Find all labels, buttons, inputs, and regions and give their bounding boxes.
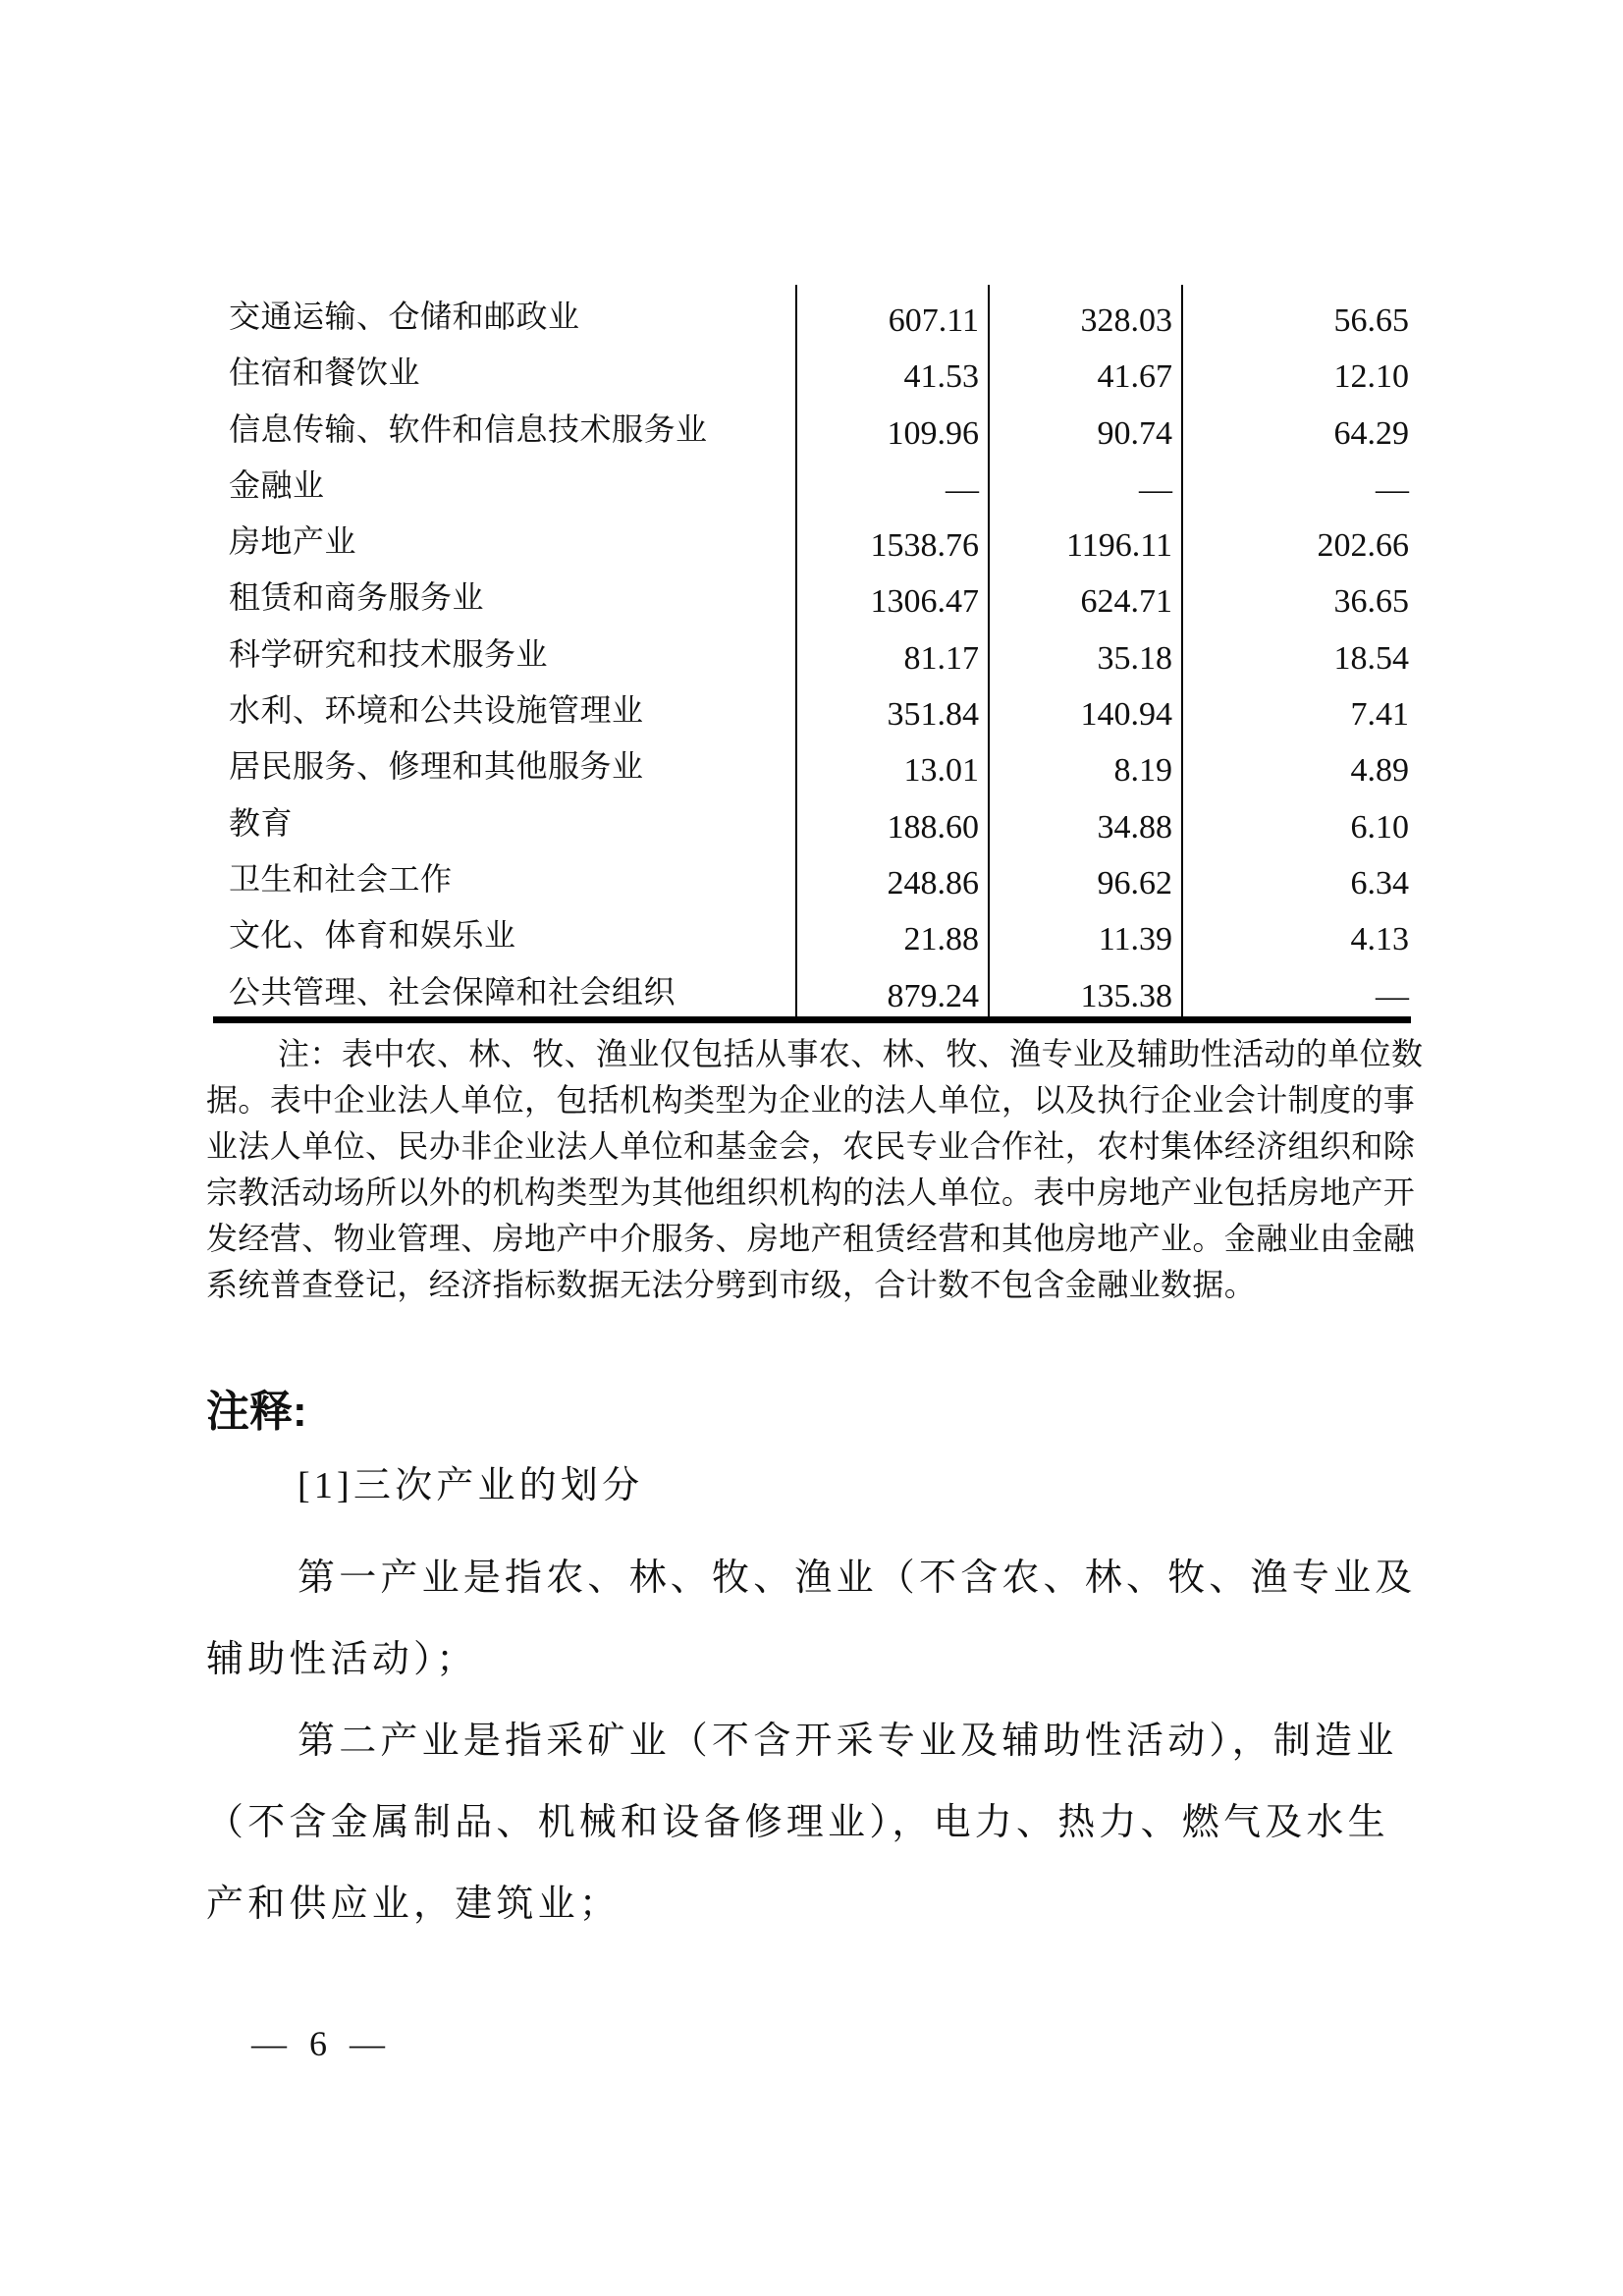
page-number: — 6 — bbox=[251, 2024, 392, 2063]
value-col3: — bbox=[1376, 470, 1409, 508]
value-col2: 135.38 bbox=[1080, 977, 1172, 1014]
table-row bbox=[213, 566, 1411, 622]
row-label: 教育 bbox=[229, 804, 294, 841]
value-col1: 248.86 bbox=[887, 864, 979, 902]
row-label: 租赁和商务服务业 bbox=[229, 579, 485, 616]
value-col1: 41.53 bbox=[903, 358, 979, 396]
value-col2: 11.39 bbox=[1098, 921, 1172, 958]
row-label: 文化、体育和娱乐业 bbox=[229, 917, 516, 954]
table-row bbox=[213, 847, 1411, 903]
value-col1: 607.11 bbox=[888, 302, 979, 339]
annotation-line: 辅助性活动）； bbox=[206, 1639, 478, 1680]
row-label: 信息传输、软件和信息技术服务业 bbox=[229, 410, 708, 447]
annotation-line: 第二产业是指采矿业（不含开采专业及辅助性活动），制造业 bbox=[298, 1721, 1398, 1762]
value-col2: 96.62 bbox=[1097, 864, 1172, 902]
value-col1: — bbox=[946, 470, 979, 508]
value-col2: 140.94 bbox=[1080, 696, 1172, 734]
annotation-line: 第一产业是指农、林、牧、渔业（不含农、林、牧、渔专业及 bbox=[298, 1558, 1417, 1599]
table-row bbox=[213, 792, 1411, 847]
value-col3: 64.29 bbox=[1333, 414, 1409, 452]
value-col1: 21.88 bbox=[903, 921, 979, 958]
annotation-line: [1]三次产业的划分 bbox=[298, 1465, 644, 1506]
annotation-line: 产和供应业，建筑业； bbox=[206, 1884, 622, 1925]
annotation-line: （不含金属制品、机械和设备修理业），电力、热力、燃气及水生 bbox=[206, 1802, 1389, 1843]
value-col1: 109.96 bbox=[887, 414, 979, 452]
value-col1: 1306.47 bbox=[870, 583, 979, 621]
table-row bbox=[213, 285, 1411, 341]
value-col1: 1538.76 bbox=[870, 527, 979, 565]
value-col3: 6.10 bbox=[1350, 808, 1409, 846]
note-line: 据。表中企业法人单位，包括机构类型为企业的法人单位，以及执行企业会计制度的事 bbox=[206, 1082, 1416, 1118]
row-label: 公共管理、社会保障和社会组织 bbox=[229, 973, 676, 1010]
value-col3: 6.34 bbox=[1350, 864, 1409, 902]
note-line: 系统普查登记，经济指标数据无法分劈到市级，合计数不包含金融业数据。 bbox=[206, 1267, 1257, 1302]
value-col2: 34.88 bbox=[1097, 808, 1172, 846]
value-col3: 36.65 bbox=[1333, 583, 1409, 621]
note-line: 注：表中农、林、牧、渔业仅包括从事农、林、牧、渔专业及辅助性活动的单位数 bbox=[278, 1036, 1424, 1071]
value-col1: 13.01 bbox=[903, 752, 979, 790]
value-col1: 879.24 bbox=[887, 977, 979, 1014]
value-col3: 56.65 bbox=[1333, 302, 1409, 339]
value-col2: 624.71 bbox=[1080, 583, 1172, 621]
value-col1: 188.60 bbox=[887, 808, 979, 846]
value-col1: 81.17 bbox=[903, 639, 979, 677]
value-col3: 18.54 bbox=[1333, 639, 1409, 677]
row-label: 科学研究和技术服务业 bbox=[229, 635, 549, 672]
table-row bbox=[213, 341, 1411, 397]
table-row bbox=[213, 903, 1411, 959]
value-col2: 1196.11 bbox=[1066, 527, 1172, 565]
row-label: 住宿和餐饮业 bbox=[229, 355, 421, 391]
value-col2: 8.19 bbox=[1113, 752, 1172, 790]
value-col2: 35.18 bbox=[1097, 639, 1172, 677]
row-label: 居民服务、修理和其他服务业 bbox=[229, 748, 644, 785]
table-row bbox=[213, 454, 1411, 510]
note-line: 发经营、物业管理、房地产中介服务、房地产租赁经营和其他房地产业。金融业由金融 bbox=[206, 1221, 1416, 1256]
value-col3: 202.66 bbox=[1317, 527, 1409, 565]
value-col2: 41.67 bbox=[1097, 358, 1172, 396]
table-row bbox=[213, 623, 1411, 679]
row-label: 卫生和社会工作 bbox=[229, 860, 453, 897]
value-col2: 90.74 bbox=[1097, 414, 1172, 452]
value-col2: 328.03 bbox=[1080, 302, 1172, 339]
value-col3: 4.89 bbox=[1350, 752, 1409, 790]
value-col3: 12.10 bbox=[1333, 358, 1409, 396]
note-line: 业法人单位、民办非企业法人单位和基金会，农民专业合作社，农村集体经济组织和除 bbox=[206, 1128, 1416, 1164]
value-col3: 7.41 bbox=[1350, 696, 1409, 734]
row-label: 交通运输、仓储和邮政业 bbox=[229, 299, 580, 334]
table-row bbox=[213, 398, 1411, 454]
value-col1: 351.84 bbox=[887, 696, 979, 734]
annotations-heading: 注释: bbox=[206, 1388, 307, 1436]
table-row bbox=[213, 735, 1411, 791]
row-label: 水利、环境和公共设施管理业 bbox=[229, 692, 644, 729]
row-label: 金融业 bbox=[229, 466, 325, 503]
row-label: 房地产业 bbox=[229, 523, 357, 560]
value-col3: — bbox=[1376, 977, 1409, 1014]
table-note bbox=[206, 1031, 1430, 1308]
industry-statistics-table bbox=[213, 285, 1411, 1023]
value-col2: — bbox=[1139, 470, 1172, 508]
value-col3: 4.13 bbox=[1350, 921, 1409, 958]
table-row bbox=[213, 679, 1411, 735]
note-line: 宗教活动场所以外的机构类型为其他组织机构的法人单位。表中房地产业包括房地产开 bbox=[206, 1175, 1416, 1210]
table-row bbox=[213, 510, 1411, 566]
table-row bbox=[213, 960, 1411, 1016]
